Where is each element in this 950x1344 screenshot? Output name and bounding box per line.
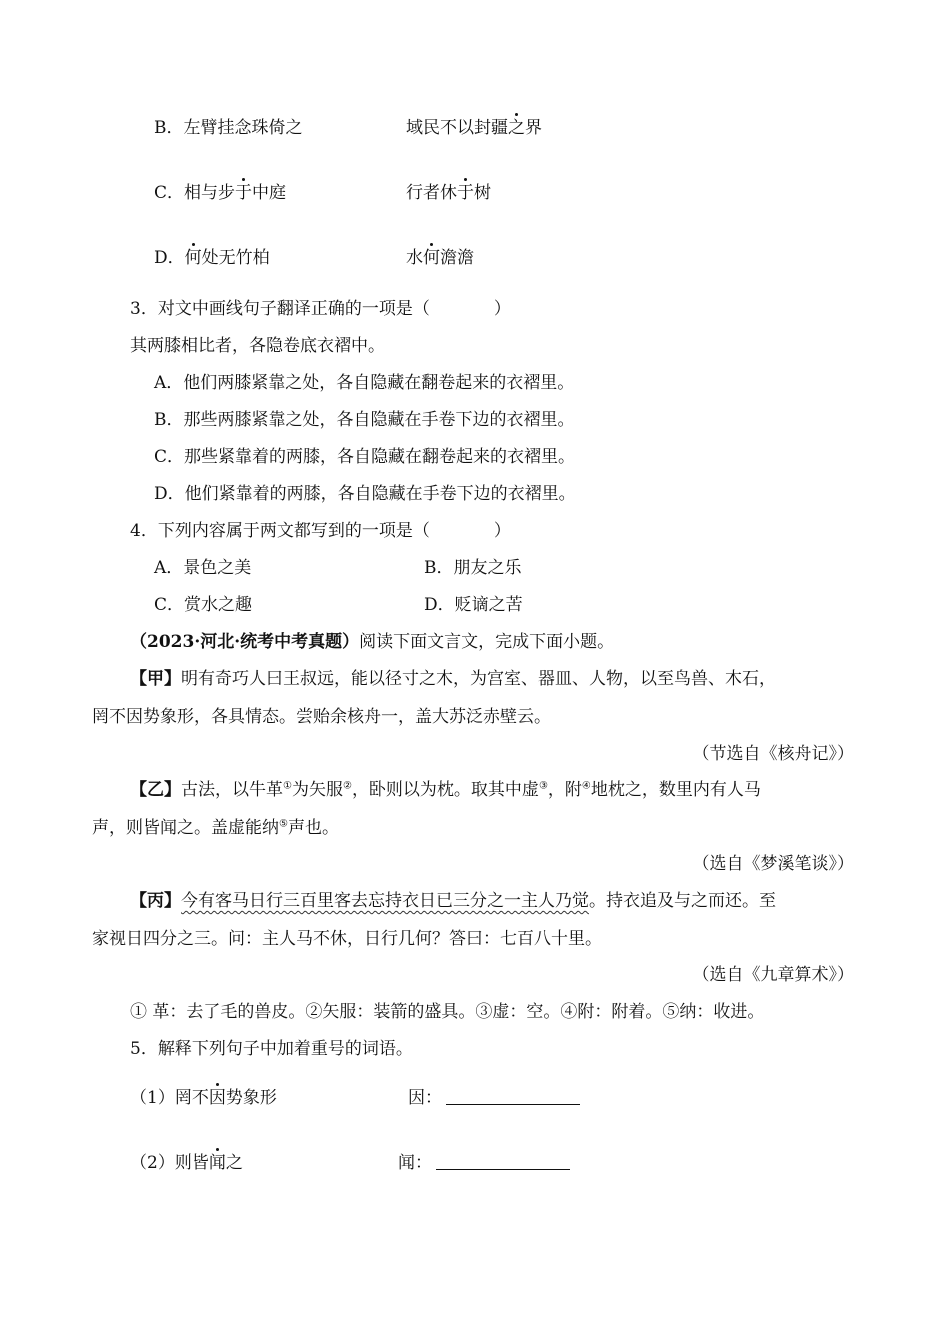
wavy-underlined-sentence: 今有客马日行三百里客去忘持衣日已三分之一主人乃觉	[181, 891, 589, 911]
passage-tag: 【甲】	[130, 669, 181, 689]
q5-stem: 5．解释下列句子中加着重号的词语。	[130, 1039, 413, 1059]
passage-tag: 【丙】	[130, 891, 181, 911]
q5-item1: （1）罔不因势象形	[130, 1088, 277, 1108]
q4-option-b: B．朋友之乐	[424, 558, 522, 578]
q2-option-c: C．相与步于中庭	[154, 183, 287, 203]
emphasis-dot-char: 因	[208, 1088, 226, 1108]
q3-sentence: 其两膝相比者，各隐卷底衣褶中。	[130, 336, 385, 356]
passage-jia-source: （节选自《核舟记》）	[692, 744, 854, 764]
answer-blank[interactable]	[436, 1151, 570, 1170]
q5-item2-answer: 闻：	[398, 1151, 570, 1175]
emphasis-dot-char: 之	[508, 118, 525, 138]
q4-option-a: A．景色之美	[154, 558, 252, 578]
footnote-ref: ④	[581, 780, 591, 792]
passage-bing-source: （选自《九章算术》）	[692, 965, 854, 985]
q3-option-c: C．那些紧靠着的两膝，各自隐藏在翻卷起来的衣褶里。	[154, 447, 576, 467]
q2-option-b: B．左臂挂念珠倚之	[154, 118, 303, 138]
q3-stem: 3．对文中画线句子翻译正确的一项是（ ）	[130, 299, 511, 319]
footnote-ref: ②	[342, 780, 352, 792]
emphasis-dot-char: 于	[235, 183, 253, 203]
emphasis-dot-char: 何	[423, 248, 440, 268]
q4-option-c: C．赏水之趣	[154, 595, 253, 615]
passage-yi-source: （选自《梦溪笔谈》）	[692, 854, 854, 874]
passage-tag: 【乙】	[130, 780, 181, 800]
q5-item1-answer: 因：	[408, 1086, 580, 1110]
footnote-ref: ⑤	[279, 818, 288, 830]
passage-bing-line2: 家视日四分之三。问：主人马不休，日行几何？答曰：七百八十里。	[92, 929, 602, 949]
q2-option-c-right: 行者休于树	[406, 183, 491, 203]
passage-jia-line1: 【甲】明有奇巧人曰王叔远，能以径寸之木，为宫室、器皿、人物，以至鸟兽、木石，	[130, 669, 776, 689]
passage-bing-line1: 【丙】今有客马日行三百里客去忘持衣日已三分之一主人乃觉。持衣追及与之而还。至	[130, 891, 776, 911]
q4-option-d: D．贬谪之苦	[424, 595, 523, 615]
q5-item2: （2）则皆闻之	[130, 1153, 243, 1173]
answer-blank[interactable]	[446, 1086, 580, 1105]
q2-option-d-right: 水何澹澹	[406, 248, 474, 268]
footnote-ref: ①	[283, 780, 292, 792]
passage-yi-line1: 【乙】古法，以牛革①为矢服②，卧则以为枕。取其中虚③，附④地枕之，数里内有人马	[130, 780, 761, 800]
emphasis-dot-char: 于	[457, 183, 474, 203]
passage-jia-line2: 罔不因势象形，各具情态。尝贻余核舟一，盖大苏泛赤壁云。	[92, 707, 551, 727]
passage-intro: （2023·河北·统考中考真题）阅读下面文言文，完成下面小题。	[130, 632, 615, 652]
footnote-ref: ③	[538, 780, 548, 792]
q3-option-a: A．他们两膝紧靠之处，各自隐藏在翻卷起来的衣褶里。	[154, 373, 575, 393]
q2-option-d: D．何处无竹柏	[154, 248, 270, 268]
passage-yi-line2: 声，则皆闻之。盖虚能纳⑤声也。	[92, 818, 339, 838]
q2-option-b-right: 域民不以封疆之界	[406, 118, 542, 138]
q4-stem: 4．下列内容属于两文都写到的一项是（ ）	[130, 521, 511, 541]
q3-option-b: B．那些两膝紧靠之处，各自隐藏在手卷下边的衣褶里。	[154, 410, 575, 430]
footnotes: ① 革：去了毛的兽皮。②矢服：装箭的盛具。③虚：空。④附：附着。⑤纳：收进。	[130, 1002, 765, 1022]
exam-source: （2023·河北·统考中考真题）	[130, 632, 360, 652]
q3-option-d: D．他们紧靠着的两膝，各自隐藏在手卷下边的衣褶里。	[154, 484, 576, 504]
emphasis-dot-char: 何	[184, 248, 202, 268]
emphasis-dot-char: 闻	[208, 1153, 226, 1173]
